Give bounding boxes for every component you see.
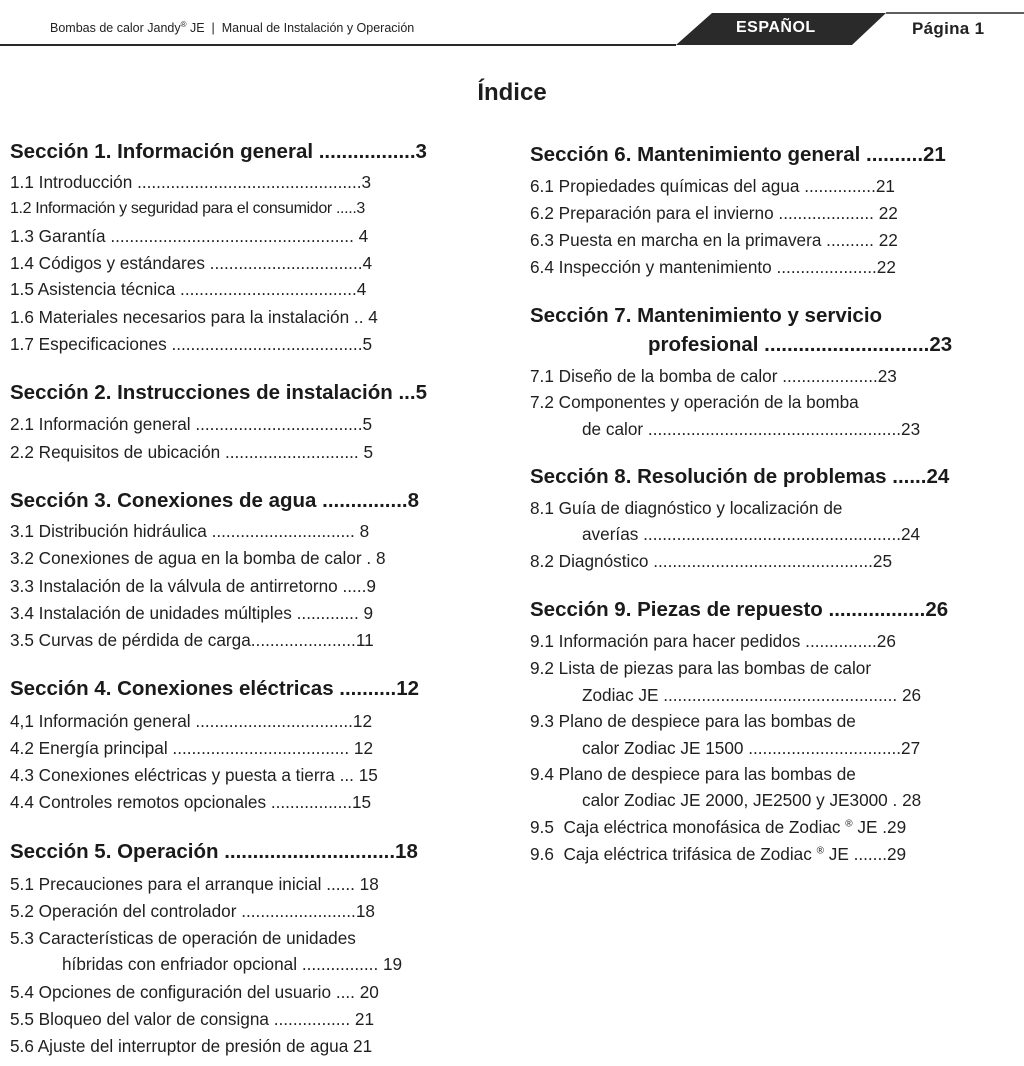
toc-item: 3.3 Instalación de la válvula de antirretorno .....9	[10, 576, 376, 596]
toc-item-continuation: híbridas con enfriador opcional ................ 19	[62, 954, 403, 974]
toc-item: 3.2 Conexiones de agua en la bomba de calor . 8	[10, 548, 386, 568]
toc-item: 1.7 Especificaciones ........................................5	[10, 334, 373, 354]
toc-item: 5.6 Ajuste del interruptor de presión de agua 21	[10, 1036, 373, 1056]
toc-item: 1.6 Materiales necesarios para la instalación .. 4	[10, 307, 378, 327]
toc-item: 9.1 Información para hacer pedidos ...............26	[530, 631, 896, 651]
toc-section-9: Sección 9. Piezas de repuesto .................26	[530, 598, 949, 621]
toc-item: 4.2 Energía principal ..................................... 12	[10, 738, 374, 758]
toc-item: 9.6 Caja eléctrica trifásica de Zodiac ® JE .......29	[530, 844, 907, 864]
toc-item: 4.4 Controles remotos opcionales .................15	[10, 792, 372, 812]
toc-item: 8.2 Diagnóstico ..............................................25	[530, 551, 893, 571]
toc-section-8: Sección 8. Resolución de problemas ......24	[530, 465, 950, 488]
toc-item: 2.2 Requisitos de ubicación ............................ 5	[10, 442, 374, 462]
toc-item-continuation: calor Zodiac JE 1500 ................................27	[582, 738, 921, 758]
toc-item: 5.2 Operación del controlador ........................18	[10, 901, 375, 921]
toc-section-2: Sección 2. Instrucciones de instalación ...5	[10, 381, 427, 404]
toc-section-6: Sección 6. Mantenimiento general ..........21	[530, 143, 946, 166]
toc-item: 5.3 Características de operación de unidades	[10, 928, 356, 948]
toc-item: 1.5 Asistencia técnica .....................................4	[10, 279, 367, 299]
toc-item: 9.2 Lista de piezas para las bombas de calor	[530, 658, 872, 678]
toc-item: 9.5 Caja eléctrica monofásica de Zodiac ® JE .29	[530, 817, 907, 837]
toc-section-1: Sección 1. Información general .................3	[10, 140, 427, 163]
toc-item: 6.1 Propiedades químicas del agua ...............21	[530, 176, 895, 196]
toc-item: 6.4 Inspección y mantenimiento .....................22	[530, 257, 896, 277]
toc-item: 7.1 Diseño de la bomba de calor ....................23	[530, 366, 897, 386]
toc-item: 6.2 Preparación para el invierno .................... 22	[530, 203, 898, 223]
toc-section-5: Sección 5. Operación ..............................18	[10, 840, 418, 863]
toc-item: 2.1 Información general ...................................5	[10, 414, 373, 434]
toc-item: 1.4 Códigos y estándares ................................4	[10, 253, 373, 273]
toc-item: 5.5 Bloqueo del valor de consigna ................ 21	[10, 1009, 375, 1029]
toc-item: 9.4 Plano de despiece para las bombas de	[530, 764, 856, 784]
header-page-number: Página 1	[912, 19, 985, 38]
toc-item-continuation: averías ......................................................24	[582, 524, 921, 544]
toc-item: 7.2 Componentes y operación de la bomba	[530, 392, 859, 412]
toc-item: 8.1 Guía de diagnóstico y localización de	[530, 498, 843, 518]
toc-section-4: Sección 4. Conexiones eléctricas ..........12	[10, 677, 420, 700]
header-document-title: Bombas de calor Jandy® JE | Manual de Instalación y Operación	[50, 20, 415, 36]
toc-item: 6.3 Puesta en marcha en la primavera .......... 22	[530, 230, 898, 250]
toc-item: 1.2 Información y seguridad para el consumidor .....3	[10, 200, 365, 217]
toc-item-continuation: Zodiac JE ................................................. 26	[582, 685, 922, 705]
toc-section-7-continuation: profesional .............................23	[648, 333, 953, 356]
toc-item-continuation: calor Zodiac JE 2000, JE2500 y JE3000 . 28	[582, 790, 922, 810]
toc-item-continuation: de calor .....................................................23	[582, 419, 921, 439]
toc-item: 4.3 Conexiones eléctricas y puesta a tierra ... 15	[10, 765, 378, 785]
header-language-tab: ESPAÑOL	[736, 19, 816, 36]
toc-section-3: Sección 3. Conexiones de agua ...............8	[10, 489, 419, 512]
toc-item: 3.5 Curvas de pérdida de carga......................11	[10, 630, 374, 650]
toc-section-7: Sección 7. Mantenimiento y servicio	[530, 304, 883, 327]
page-title: Índice	[477, 79, 547, 106]
toc-item: 1.1 Introducción ...............................................3	[10, 172, 372, 192]
toc-item: 9.3 Plano de despiece para las bombas de	[530, 711, 856, 731]
toc-item: 5.1 Precauciones para el arranque inicial ...... 18	[10, 874, 379, 894]
toc-item: 4,1 Información general .................................12	[10, 711, 373, 731]
toc-item: 5.4 Opciones de configuración del usuario .... 20	[10, 982, 379, 1002]
toc-item: 3.4 Instalación de unidades múltiples ............. 9	[10, 603, 374, 623]
toc-item: 3.1 Distribución hidráulica .............................. 8	[10, 521, 370, 541]
toc-item: 1.3 Garantía ................................................... 4	[10, 226, 369, 246]
